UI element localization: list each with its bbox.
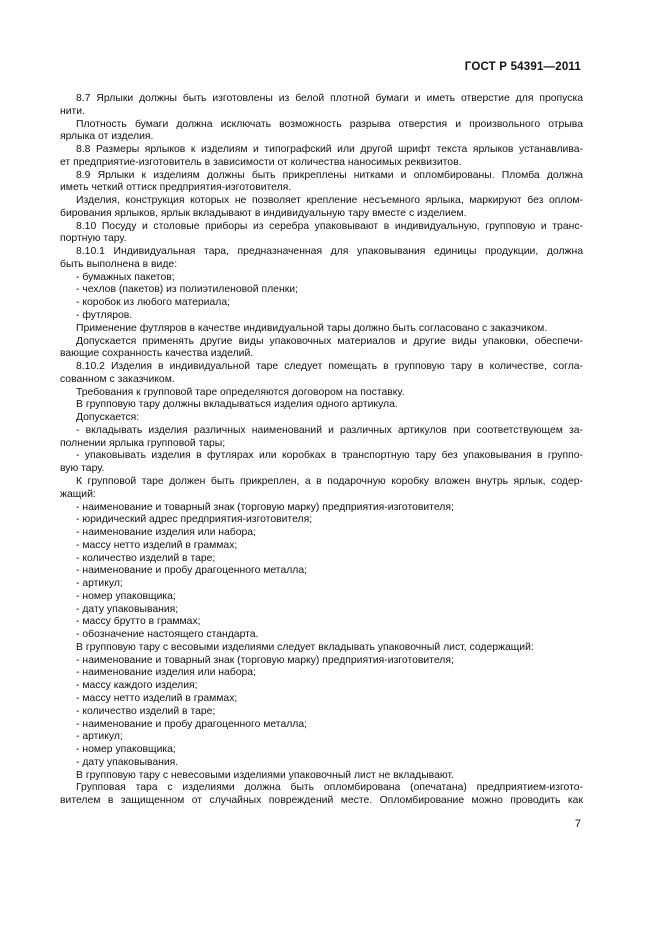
text-line: - количество изделий в таре; bbox=[76, 705, 216, 717]
text-line: В групповую тару должны вкладываться изделия одного артикула. bbox=[76, 399, 398, 411]
text-line: 8.10.2 Изделия в индивидуальной таре следует помещать в групповую тару в количестве, согла- bbox=[76, 361, 583, 373]
text-line: Допускается: bbox=[76, 412, 140, 424]
text-line: - юридический адрес предприятия-изготовителя; bbox=[76, 514, 313, 526]
page-number: 7 bbox=[574, 818, 581, 830]
text-line: вающие сохранность качества изделий. bbox=[60, 348, 254, 360]
text-line: - массу нетто изделий в граммах; bbox=[76, 692, 238, 704]
text-line: - дату упаковывания; bbox=[76, 603, 179, 615]
text-line: - наименование изделия или набора; bbox=[76, 667, 256, 679]
text-line: - обозначение настоящего стандарта. bbox=[76, 629, 259, 641]
text-line: - артикул; bbox=[76, 731, 123, 743]
text-line: - футляров. bbox=[76, 310, 133, 322]
text-line: ет предприятие-изготовитель в зависимости от количества наносимых реквизитов. bbox=[60, 156, 462, 168]
text-line: Групповая тара с изделиями должна быть опломбирована (опечатана) предприятием-изгото- bbox=[76, 782, 583, 794]
text-line: быть выполнена в виде: bbox=[60, 258, 178, 270]
text-line: 8.10.1 Индивидуальная тара, предназначенная для упаковывания единицы продукции, должна bbox=[76, 246, 583, 258]
text-line: 8.10 Посуду и столовые приборы из серебра упаковывают в индивидуальную, групповую и транс- bbox=[76, 220, 583, 232]
text-line: жащий: bbox=[60, 488, 96, 500]
text-line: - наименование и пробу драгоценного металла; bbox=[76, 718, 308, 730]
text-line: ярлыка от изделия. bbox=[60, 131, 154, 143]
text-line: - наименование и товарный знак (торговую марку) предприятия-изготовителя; bbox=[76, 654, 454, 666]
text-line: нити. bbox=[60, 105, 85, 117]
text-line: - чехлов (пакетов) из полиэтиленовой пленки; bbox=[76, 284, 298, 296]
text-line: Применение футляров в качестве индивидуальной тары должно быть согласовано с заказчиком. bbox=[76, 322, 548, 334]
text-line: - количество изделий в таре; bbox=[76, 552, 216, 564]
text-line: В групповую тару с невесовыми изделиями упаковочный лист не вкладывают. bbox=[76, 769, 454, 781]
text-line: - вкладывать изделия различных наименований и различных артикулов при соответствующем за- bbox=[76, 424, 583, 436]
document-body bbox=[60, 93, 583, 808]
text-line: В групповую тару с весовыми изделиями следует вкладывать упаковочный лист, содержащий: bbox=[76, 641, 534, 653]
text-line: портную тару. bbox=[60, 233, 127, 245]
text-line: - массу нетто изделий в граммах; bbox=[76, 539, 238, 551]
document-header: ГОСТ Р 54391—2011 bbox=[464, 61, 581, 73]
text-line: 8.7 Ярлыки должны быть изготовлены из белой плотной бумаги и иметь отверстие для пропуска bbox=[76, 93, 583, 104]
text-line: Допускается применять другие виды упаковочных материалов и другие виды упаковки, обеспечи- bbox=[76, 335, 583, 347]
text-line: - бумажных пакетов; bbox=[76, 271, 175, 283]
text-line: - дату упаковывания. bbox=[76, 756, 179, 768]
text-line: К групповой таре должен быть прикреплен, а в подарочную коробку вложен внутрь ярлык, содер- bbox=[76, 475, 583, 487]
text-line: - номер упаковщика; bbox=[76, 744, 176, 756]
text-line: - коробок из любого материала; bbox=[76, 297, 230, 309]
text-line: Изделия, конструкция которых не позволяет крепление несъемного ярлыка, маркируют без оплом- bbox=[76, 195, 583, 207]
text-line: - упаковывать изделия в футлярах или коробках в транспортную тару без упаковывания в группо- bbox=[76, 450, 583, 462]
text-line: - массу каждого изделия; bbox=[76, 680, 198, 692]
text-line: - наименование и товарный знак (торговую марку) предприятия-изготовителя; bbox=[76, 501, 454, 513]
text-line: - массу брутто в граммах; bbox=[76, 616, 201, 628]
text-line: вителем в защищенном от случайных повреждений месте. Опломбирование можно проводить как bbox=[60, 795, 583, 807]
text-line: бирования ярлыков, ярлык вкладывают в индивидуальную тару вместе с изделием. bbox=[60, 207, 467, 219]
text-line: иметь четкий оттиск предприятия-изготовителя. bbox=[60, 182, 292, 194]
text-line: вую тару. bbox=[60, 463, 105, 475]
text-line: 8.8 Размеры ярлыков к изделиям и типографский или другой шрифт текста ярлыков устанавлива- bbox=[76, 144, 583, 156]
text-line: полнении ярлыка групповой тары; bbox=[60, 437, 226, 449]
text-line: - наименование и пробу драгоценного металла; bbox=[76, 565, 308, 577]
text-line: сованном с заказчиком. bbox=[60, 373, 175, 385]
text-line: - наименование изделия или набора; bbox=[76, 527, 256, 539]
text-line: 8.9 Ярлыки к изделиям должны быть прикреплены нитками и опломбированы. Пломба должна bbox=[76, 169, 583, 181]
text-line: Требования к групповой таре определяются договором на поставку. bbox=[76, 386, 405, 398]
text-line: Плотность бумаги должна исключать возможность разрыва отверстия и произвольного отрыва bbox=[76, 118, 583, 130]
text-line: - артикул; bbox=[76, 578, 123, 590]
text-line: - номер упаковщика; bbox=[76, 590, 176, 602]
